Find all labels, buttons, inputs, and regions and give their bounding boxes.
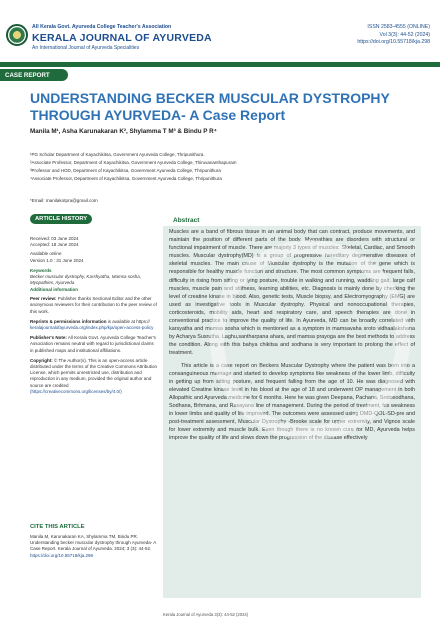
journal-title: KERALA JOURNAL OF AYURVEDA	[32, 32, 212, 44]
page-footer: Kerala Journal of Ayurveda 3(3): 44-52 (2024)	[163, 612, 249, 617]
cite-link[interactable]: https://doi.org/10.55718/kja.298	[30, 552, 94, 558]
publisher-note-text: All Kerala Govt. Ayurveda College Teacher's Association remains neutral with regard to jurisdictional claims in published maps and institutional affiliations.	[30, 335, 156, 353]
peer-review-text: Publisher thanks Sectional Editor and the other anonymous reviewers for their contribution to the peer review of this work.	[30, 296, 157, 314]
journal-header	[0, 0, 440, 70]
journal-subtitle: An International Journal of Ayurveda Specialities	[32, 45, 140, 51]
article-history-heading: ARTICLE HISTORY	[30, 214, 92, 224]
publisher-note-label: Publisher's Note:	[30, 335, 67, 341]
abstract-heading: Abstract	[173, 217, 200, 224]
corresponding-email[interactable]: *Email: manilakotpra@gmail.com	[30, 198, 98, 203]
reprints-label: Reprints & permissions information	[30, 318, 107, 324]
volume: Vol 3(3): 44-52 (2024)	[379, 31, 430, 38]
abstract-paragraph-1: Muscles are a band of fibrous tissue in an animal body that can contract, produce movements, and maintain the position of different parts of the body. Myopathies are disorders with structural or functional impairment of muscle. There are majorly 3 types of muscles: Skeletal, Cardiac, and Smooth muscles. Muscular dystrophy(MD) is a group of progressive hereditary degenerative diseases of skeletal muscles. The main cause of Muscular dystrophy is the mutation of the gene which is responsible for healthy muscle function and structure. The most common symptoms are frequent falls, difficulty in rising from sitting or lying posture, trouble in walking and running, waddling gait, large calf muscles, muscle pain and stiffness, learning abilities, etc. Diagnosis is mainly done by checking the level of creatine kinase in blood. Also, genetic tests, Muscle biopsy, and Electromyography (EMG) are used as investigative tools in Muscular dystrophy. Physical and nonoccupational therapies, corticosteroids, mobility aids, heart and respiratory care, and speech therapies are done in conventional practice to improve the quality of life. In Ayurveda, MD can be broadly correlated with karsyatha and mamsa sosha which is mentioned as a symptom in mamsavaha sroto vidhaalakshana by Acharya Susrutha. Laghu,santharpana ahara, and mamsa prayoga are the best methods to address the condition. Along with this bahya chikitsa and sodhana is very important to prolong the effect of treatment.	[169, 229, 415, 357]
keywords-heading: Keywords	[30, 268, 52, 273]
reprints-link[interactable]: keralajournalofayurveda.org/index.php/kja/open-access-policy	[30, 325, 154, 331]
affiliation-4: ⁴Associate Professor, Department of Kayachikitsa, Government Ayurveda College, Thripunithura	[30, 176, 222, 181]
available-online: Available online	[30, 251, 62, 257]
header-divider	[0, 62, 440, 67]
journal-logo-icon	[6, 24, 28, 46]
keywords-block	[30, 268, 158, 287]
affiliation-3: ³Professor and HOD, Department of Kayachikitsa, Government Ayurveda College, Thripunithura	[30, 168, 221, 173]
affiliation-2: ²Associate Professor, Department of Kayachikitsa, Government Ayurveda College, Thiruvananthapuram	[30, 160, 237, 165]
keywords-text: Becker muscular dystrophy, Karshyatha, Mamsa sosha, Myopathies, Ayurveda	[30, 274, 141, 286]
accepted-date: Accepted: 18 June 2024	[30, 242, 79, 248]
article-title: UNDERSTANDING BECKER MUSCULAR DYSTROPHY THROUGH AYURVEDA- A Case Report	[30, 90, 390, 123]
copyright-text: © The Author(s). This is an open-access article distributed under the terms of the Creative Commons Attribution License, which permits unrestricted use, distribution and reproduction in any medium, provided the original author and source are credited	[30, 357, 158, 388]
abstract-body	[163, 226, 421, 598]
journal-meta	[357, 24, 430, 47]
issn: ISSN 2583-4555 (ONLINE)	[367, 24, 430, 30]
additional-info	[30, 287, 158, 395]
author-list: Manila M¹, Asha Karunakaran K², Shylamma T M³ & Bindu P R⁴	[30, 128, 217, 135]
license-link[interactable]: (https://creativecommons.org/licenses/by/4.0/)	[30, 388, 122, 394]
association-name: All Kerala Govt. Ayurveda College Teacher's Association	[32, 24, 172, 30]
received-date: Received: 03 June 2024	[30, 236, 79, 241]
cite-heading: CITE THIS ARTICLE	[30, 524, 85, 530]
case-report-tab: CASE REPORT	[0, 69, 68, 81]
additional-heading: Additional information	[30, 287, 78, 292]
version-date: Version 1.0 : 31 June 2024	[30, 257, 84, 263]
abstract-paragraph-2: This article is a case report on Beckers Muscular Dystrophy where the patient was born into a consanguineous marriage and started to develop symptoms like weakness of the lower limb, difficulty in getting up from sitting posture, and frequent falling from the age of 10. He was diagnosed with elevated Creatine kinase level in his blood at the age of 18 and underwent OP management in both Allopathic and Ayurveda medicine for 6 months. Here he was given Deepana, Pachana, Srotosodhana, Sodhana, Brhmana, and Rasayana line of management. During the period of treatment, his weakness in lower limbs and quality of life improved. The outcomes were assessed using DMD-QOL-SD-pre and post-treatment assessment, Muscular Dystrophy -Brooke scale for upper extremity, and Vignos scale for lower extremity and muscle bulk. Even though there is no known cure for MD, Ayurveda helps improve the quality of life and slows down the progression of the disease effectively	[169, 362, 415, 442]
article-history	[30, 236, 158, 264]
cite-text: Manila M, Karunakaran KA, Shylamma TM, Bindu PR. Understanding becker muscular dystrophy through Ayurveda- A Case Report. Kerala Journal of Ayurveda. 2024; 3 (3): 44-52.	[30, 534, 156, 552]
cite-block	[30, 534, 158, 559]
doi-link[interactable]: https://doi.org/10.55718/kja.298	[357, 39, 430, 45]
affiliation-1: ¹PG Scholar Department of Kayachikitsa, Government Ayurveda College, Thripunithura.	[30, 152, 205, 157]
reprints-text: is available at https://	[107, 318, 150, 324]
copyright-label: Copyright:	[30, 357, 53, 363]
peer-review-label: Peer review:	[30, 296, 57, 302]
